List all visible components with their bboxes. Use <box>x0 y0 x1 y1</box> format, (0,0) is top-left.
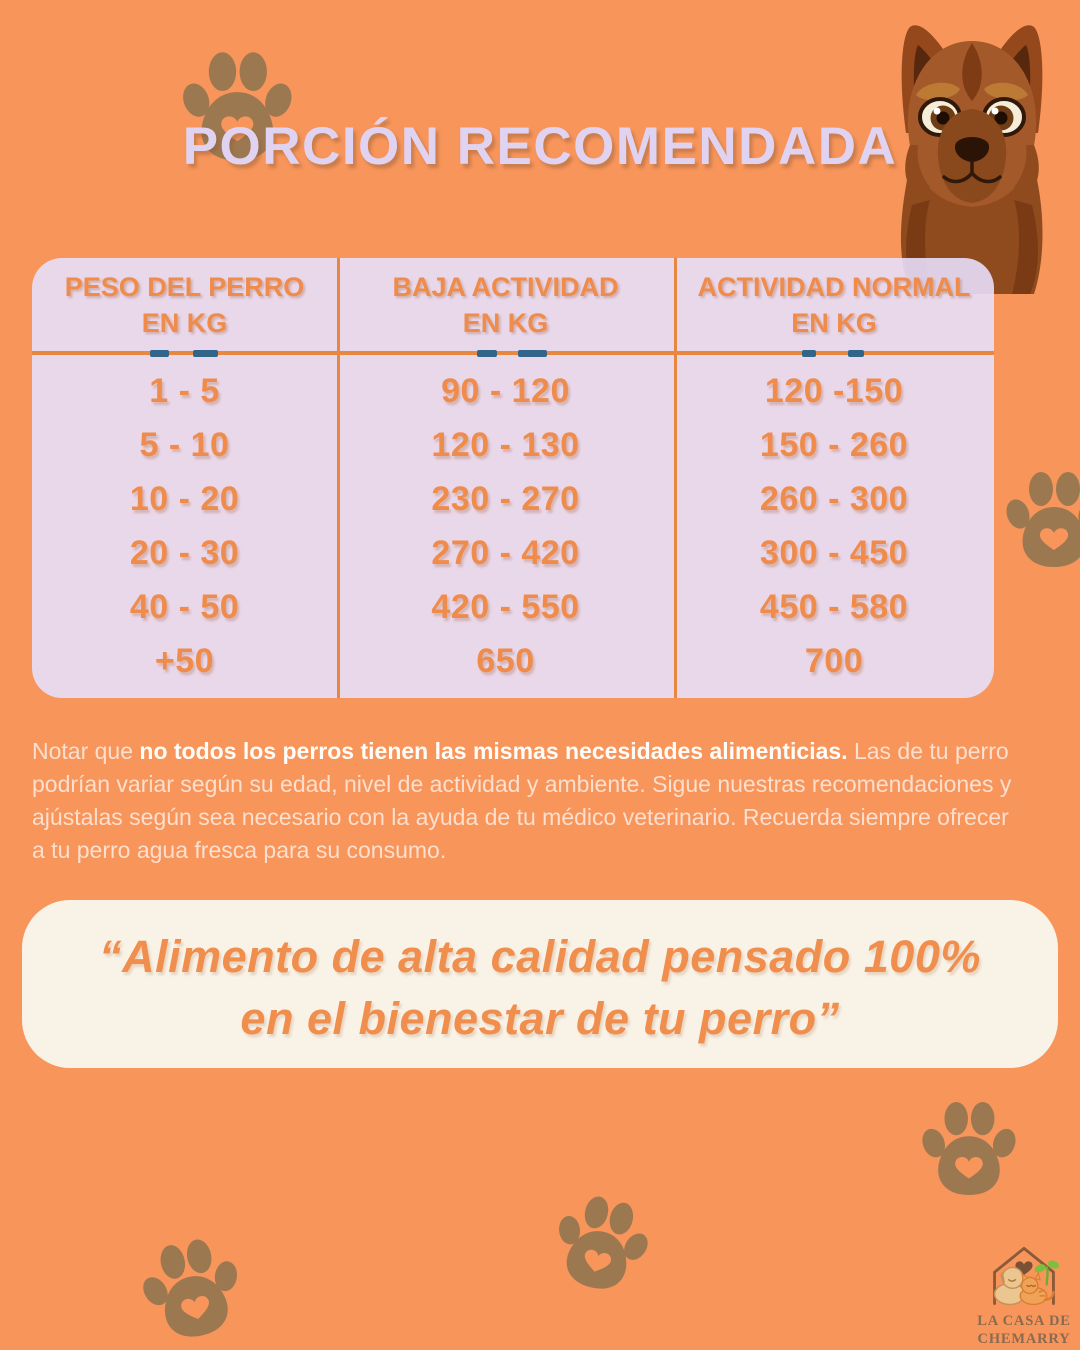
table-cell: 260 - 300 <box>759 479 909 518</box>
blue-dash-decoration <box>193 350 218 357</box>
table-cell: 650 <box>476 641 535 680</box>
table-cell: 450 - 580 <box>759 587 909 626</box>
quote-text <box>22 900 1058 1050</box>
paw-icon <box>1002 470 1080 570</box>
table-row <box>32 526 994 580</box>
note-part-3: Las de tu perro podrían variar según su edad, nivel de actividad y ambiente. Sigue nuestras recomendaciones y ajústalas según sea necesario con la ayuda de tu médico veterinario. Recuerda siempre ofrecer a tu perro agua fresca para su consumo. <box>32 738 1012 863</box>
table-row <box>32 364 994 418</box>
blue-dash-decoration <box>477 350 497 357</box>
quote-line-2: en el bienestar de tu perro” <box>240 993 840 1045</box>
table-cell: 120 -150 <box>764 371 904 410</box>
table-cell: 270 - 420 <box>431 533 580 572</box>
table-cell: 1 - 5 <box>149 371 220 410</box>
table-cell: 300 - 450 <box>759 533 909 572</box>
brand-name-line-2: CHEMARRY <box>977 1331 1071 1348</box>
paw-icon <box>131 1231 250 1350</box>
table-cell: 230 - 270 <box>431 479 580 518</box>
table-row <box>32 472 994 526</box>
table-row <box>32 418 994 472</box>
table-header-row <box>32 258 994 352</box>
brand-logo <box>970 1240 1078 1348</box>
blue-dash-decoration <box>802 350 816 357</box>
blue-dash-decoration <box>848 350 864 357</box>
table-cell: 150 - 260 <box>759 425 909 464</box>
table-cell: 10 - 20 <box>129 479 240 518</box>
note-part-1: Notar que <box>32 738 140 764</box>
header-peso-del-perro: PESO DEL PERRO EN KG <box>64 271 305 338</box>
note-text <box>32 735 1012 867</box>
table-cell: 5 - 10 <box>139 425 230 464</box>
paw-icon <box>918 1100 1016 1198</box>
table-cell: 420 - 550 <box>431 587 580 626</box>
table-cell: 20 - 30 <box>129 533 240 572</box>
table-body <box>32 364 994 688</box>
table-cell: 40 - 50 <box>129 587 240 626</box>
blue-dash-decoration <box>150 350 169 357</box>
blue-dash-decoration <box>518 350 547 357</box>
header-baja-actividad: BAJA ACTIVIDAD EN KG <box>392 271 619 338</box>
note-part-bold: no todos los perros tienen las mismas necesidades alimenticias. <box>139 738 848 764</box>
recommended-portion-table <box>32 258 994 698</box>
table-cell: 700 <box>804 641 864 680</box>
header-actividad-normal: ACTIVIDAD NORMAL EN KG <box>697 271 971 338</box>
quote-card <box>22 900 1058 1068</box>
brand-name-line-1: LA CASA DE <box>977 1313 1071 1329</box>
table-cell: +50 <box>154 641 215 680</box>
page-title: PORCIÓN RECOMENDADA <box>182 117 898 176</box>
table-row <box>32 634 994 688</box>
quote-line-1: “Alimento de alta calidad pensado 100% <box>99 931 981 982</box>
table-cell: 90 - 120 <box>441 371 570 410</box>
brand-name <box>970 1312 1078 1348</box>
table-cell: 120 - 130 <box>431 425 580 464</box>
paw-icon <box>542 1186 657 1301</box>
table-row <box>32 580 994 634</box>
house-pets-icon <box>986 1240 1062 1310</box>
